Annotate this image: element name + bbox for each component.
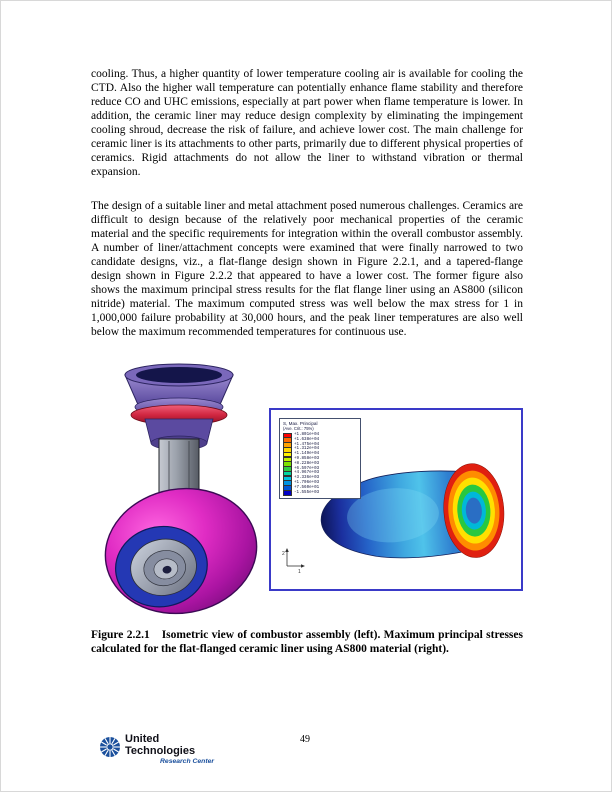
legend-value: +1.475e+04 [294,442,320,447]
figure-caption [91,628,523,656]
fea-stress-figure [269,408,523,591]
legend-value: +1.801e+04 [294,433,320,437]
paragraph-2: The design of a suitable liner and metal attachment posed numerous challenges. Ceramics are difficult to design because of the relatively poor mechanical properties of the ceramic material and the specific requirements for integration within the overall combustor assembly. A number of liner/attachment concepts were examined that were finally narrowed to two candidate designs, viz., a flat-flange design shown in Figure 2.2.1, and a tapered-flange design shown in Figure 2.2.2 that appeared to have a lower cost. The former figure also shows the maximum principal stress results for the flat flange liner using an AS800 (silicon nitride) material. The maximum computed stress was well below the max stress for 1 in 1,000,000 failure probability at 30,000 hours, and the peak liner temperatures are also well below the maximum recommended temperatures for continuous use. [91,200,523,338]
fea-legend [279,418,361,499]
axis-label-vertical: 2 [282,551,285,557]
brand-name-top: United [125,733,160,745]
legend-value: +1.638e+04 [294,437,320,442]
combustor-cup [125,364,233,450]
legend-value: +1.706e+03 [294,480,320,485]
legend-value: +4.967e+03 [294,471,320,476]
legend-value: +6.597e+03 [294,466,320,471]
figure-caption-label: Figure 2.2.1 [91,629,150,641]
fea-legend-entries [283,433,358,495]
brand-name-bottom: Technologies [125,744,196,757]
brand-subtitle: Research Center [160,758,215,765]
legend-value: +1.312e+04 [294,447,320,452]
utc-gear-icon [98,735,122,759]
legend-value: +9.858e+03 [294,456,320,461]
legend-color-swatch [283,490,292,496]
legend-value: +7.560e+01 [294,485,320,490]
page-number: 49 [300,734,310,745]
combustor-assembly-figure [89,361,279,623]
legend-value: +3.336e+03 [294,476,320,481]
paragraph-1: cooling. Thus, a higher quantity of lower temperature cooling air is available for cooling the CTD. Also the higher wall temperature can potentially enhance flame stability and therefore reduce CO and UHC emissions, especially at part power when flame temperature is lower. In addition, the ceramic liner may reduce design complexity by eliminating the impingement cooling shroud, decrease the risk of failure, and achieve lower cost. The main challenge for ceramic liner is its attachments to other parts, primarily due to different physical properties of ceramics. Rigid attachments do not allow the liner to withstand vibration or thermal expansion. [91,68,523,178]
utc-logo [98,733,228,773]
figure-caption-text: Isometric view of combustor assembly (left). Maximum principal stresses calculated for the flat-flanged ceramic liner using AS800 material (right). [91,629,523,655]
brand-name [125,734,195,757]
combustor-torus [95,477,266,623]
fea-legend-subtitle: (Ave. Crit.: 75%) [283,426,314,432]
legend-value: +1.149e+04 [294,452,320,457]
legend-value: +8.228e+03 [294,461,320,466]
axis-label-horizontal: 1 [298,569,301,575]
fea-legend-title: S, Max. Principal [283,421,318,426]
legend-value: -1.555e+03 [294,490,320,495]
view-axes-triad [282,548,305,575]
legend-entry [283,490,358,495]
